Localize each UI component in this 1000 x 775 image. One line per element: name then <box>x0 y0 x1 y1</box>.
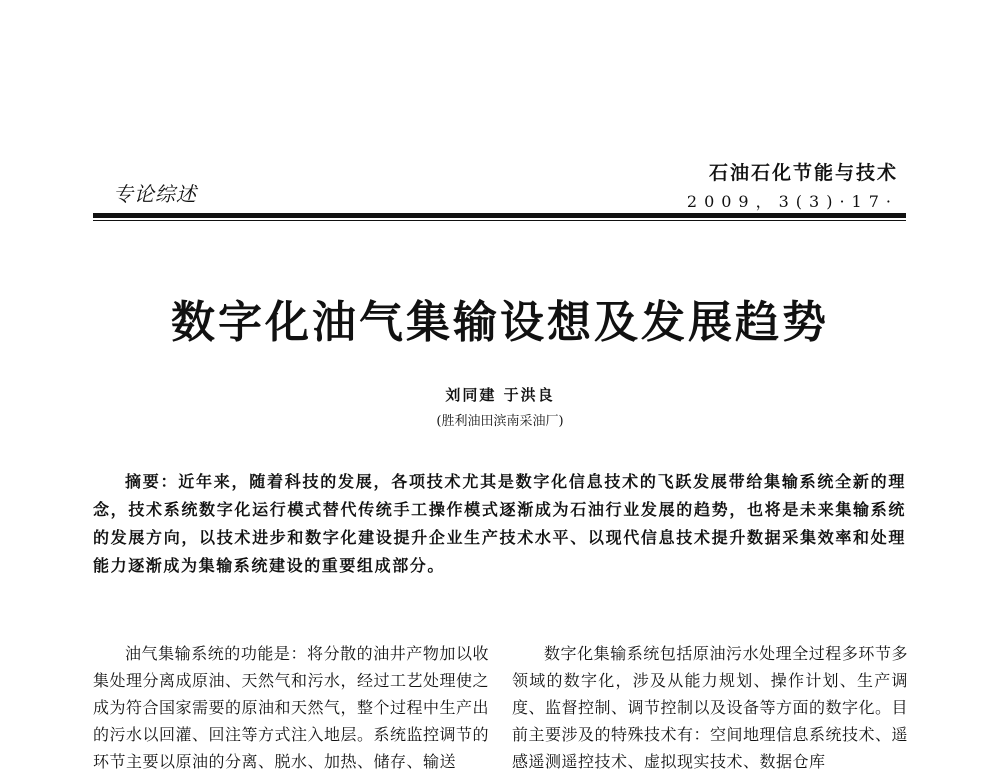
body-column-left: 油气集输系统的功能是：将分散的油井产物加以收集处理分离成原油、天然气和污水，经过工艺处理使之成为符合国家需要的原油和天然气，整个过程中生产出的污水以回灌、回注等方式注入地层。系统监控调节的环节主要以原油的分离、脱水、加热、储存、输送 <box>93 644 490 771</box>
header-rule-thin <box>93 220 906 221</box>
journal-header <box>687 158 898 212</box>
section-label: 专论综述 <box>113 182 197 206</box>
article-title: 数字化油气集输设想及发展趋势 <box>171 297 829 348</box>
article-authors: 刘同建 于洪良 <box>445 386 555 404</box>
journal-name: 石油石化节能与技术 <box>708 162 898 184</box>
header-rule-thick <box>93 213 906 218</box>
article-affiliation: (胜利油田滨南采油厂) <box>436 414 564 429</box>
abstract: 摘要：近年来，随着科技的发展，各项技术尤其是数字化信息技术的飞跃发展带给集输系统全新的理念，技术系统数字化运行模式替代传统手工操作模式逐渐成为石油行业发展的趋势，也将是未来集输系统的发展方向，以技术进步和数字化建设提升企业生产技术水平、以现代信息技术提升数据采集效率和处理能力逐渐成为集输系统建设的重要组成部分。 <box>93 472 906 575</box>
body-column-right: 数字化集输系统包括原油污水处理全过程多环节多领域的数字化，涉及从能力规划、操作计划、生产调度、监督控制、调节控制以及设备等方面的数字化。目前主要涉及的特殊技术有：空间地理信息系统技术、遥感遥测遥控技术、虚拟现实技术、数据仓库 <box>512 644 909 771</box>
journal-issue: 2009，3(3)·17· <box>686 192 898 211</box>
